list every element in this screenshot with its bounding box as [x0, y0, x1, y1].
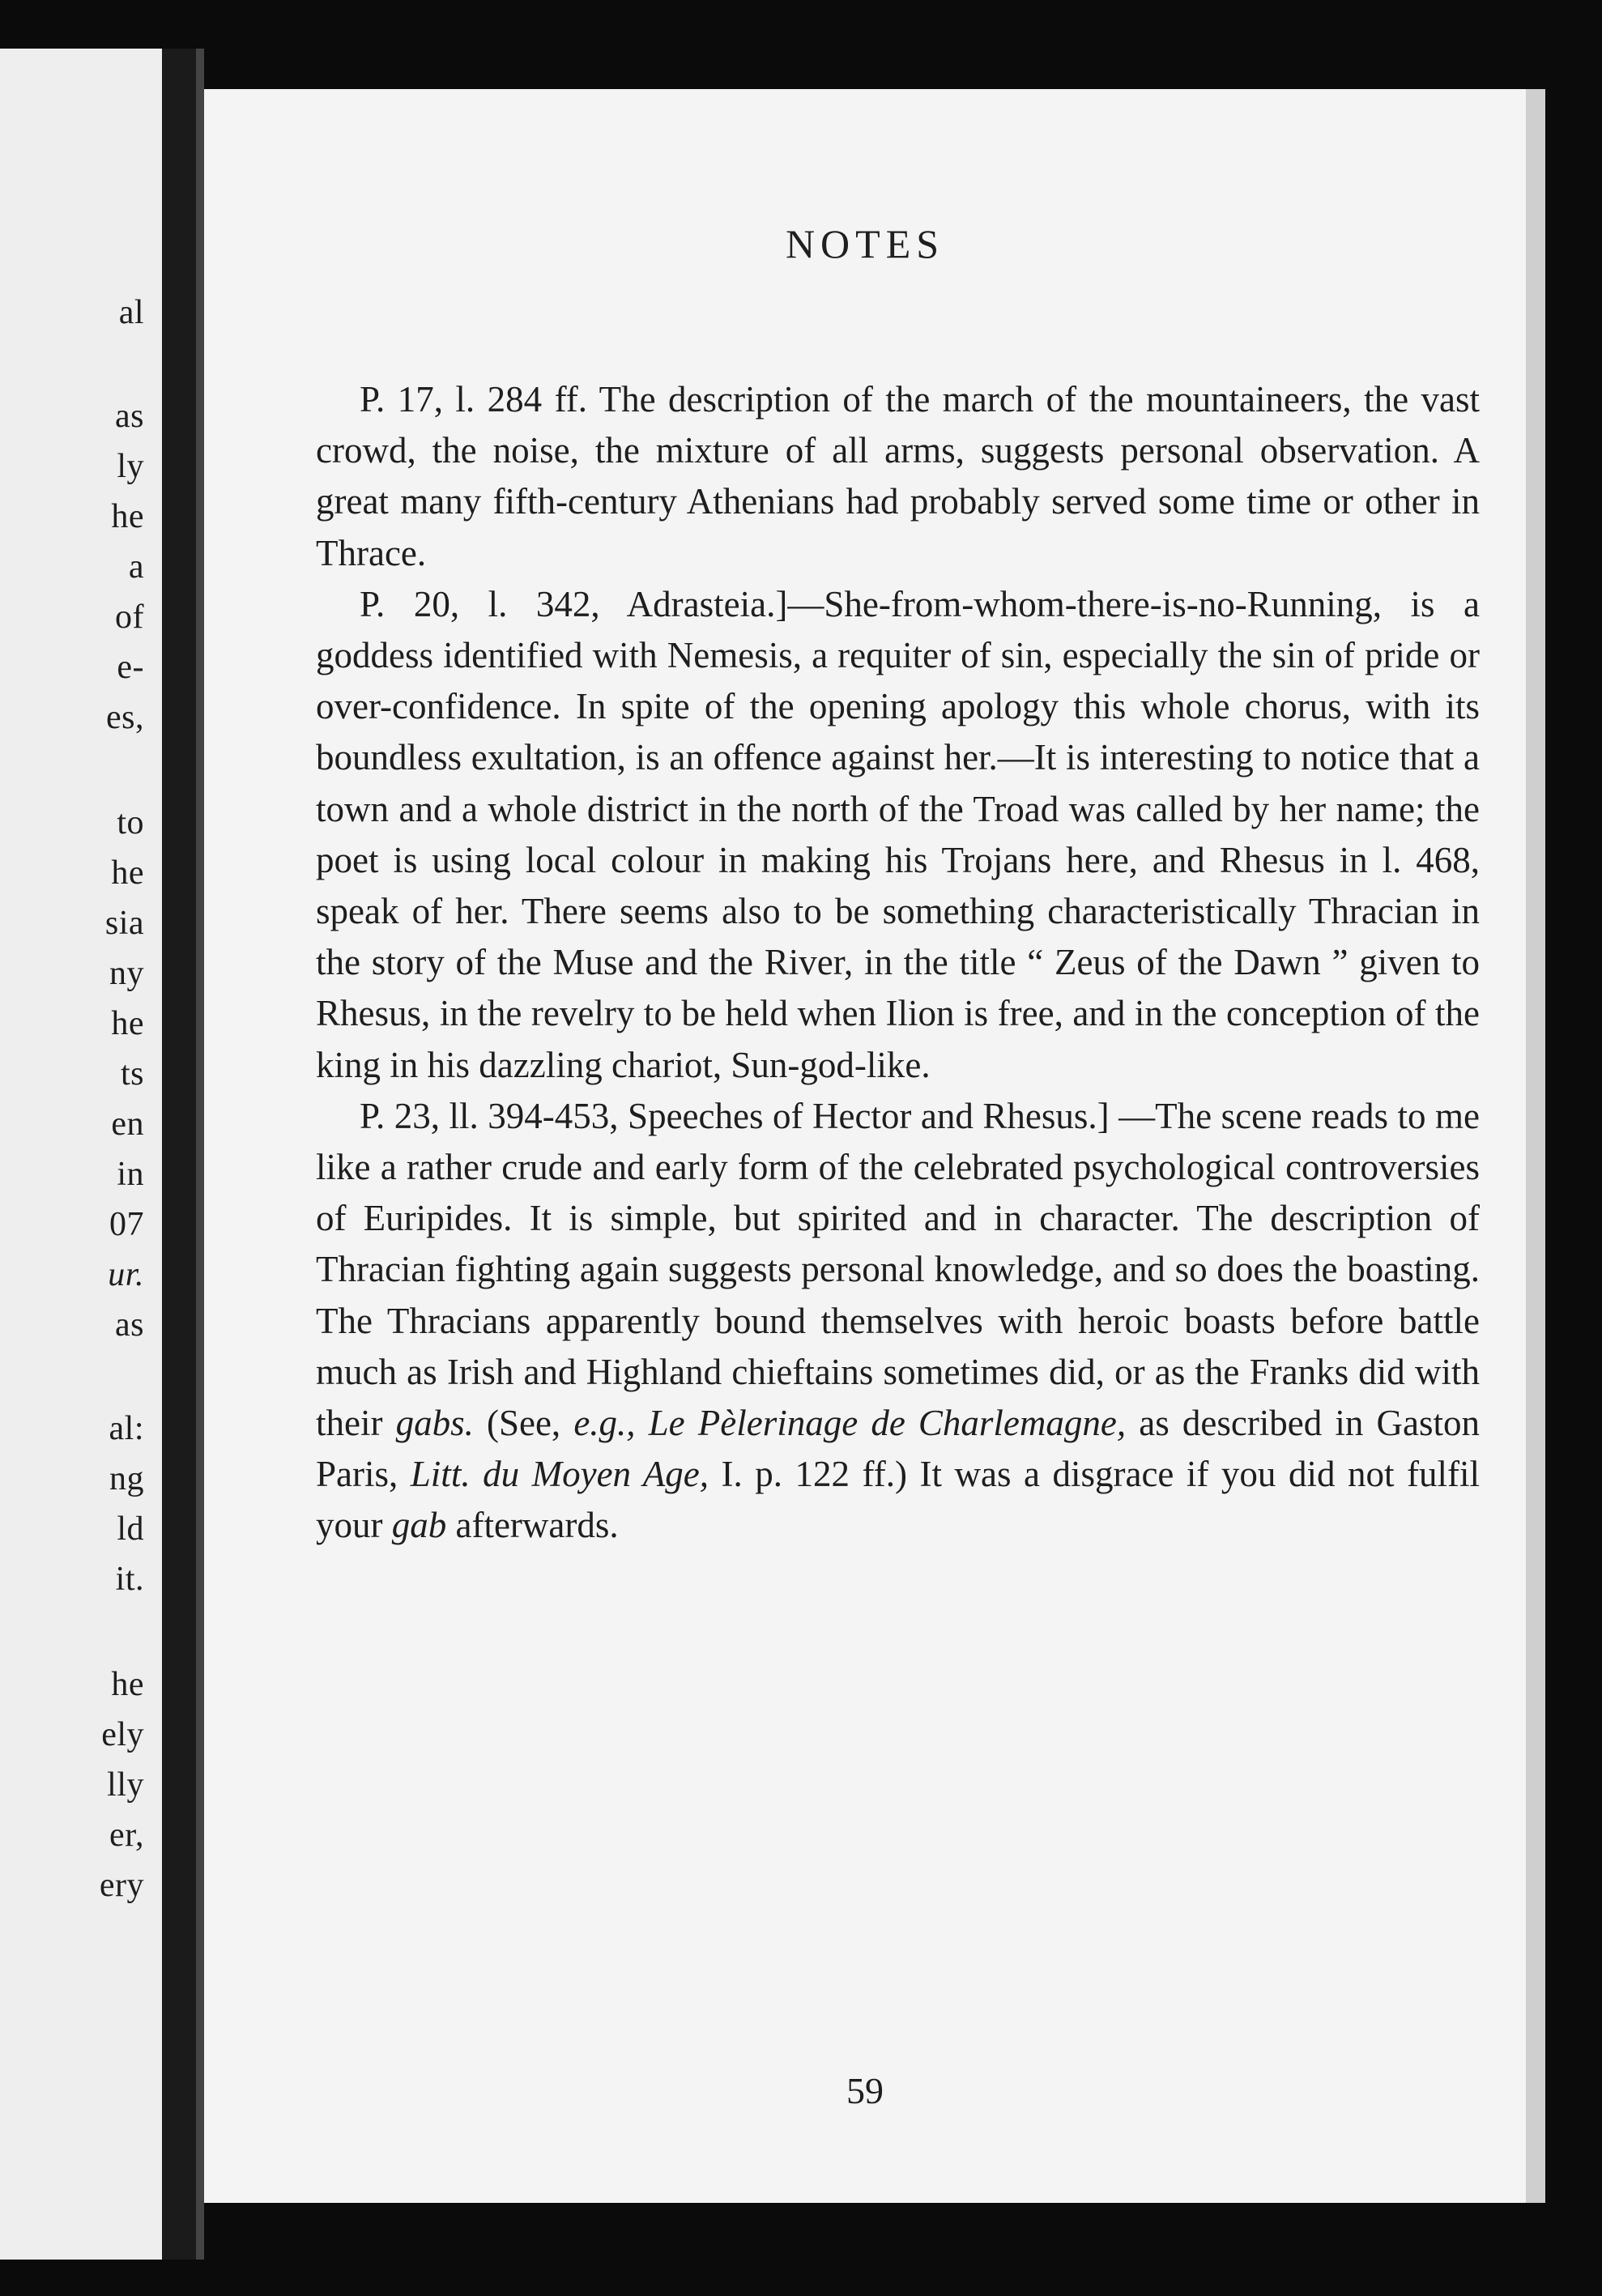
left-line-fragment: a [128, 548, 144, 586]
note-reference: P. 23, ll. 394-453, Speeches of Hector and Rhesus.] [360, 1095, 1110, 1136]
left-line-fragment: he [111, 498, 144, 535]
italic-citation: e.g., Le Pèlerinage de Charlemagne, [573, 1403, 1127, 1444]
note-paragraph [316, 579, 1480, 1091]
page-title: NOTES [785, 221, 945, 266]
left-line-fragment: as [115, 1306, 144, 1344]
left-line-fragment: al [118, 294, 144, 331]
note-text: —She-from-whom-there-is-no-Running, is a goddess identified with Nemesis, a requiter of sin, especially the sin of pride or over-confidence. In spite of the opening apology this whole chorus, with its boundless exultation, is an offence against her.—It is interesting to notice that a town and a whole district in the north of the Troad was called by her name; the poet is using local colour in making his Trojans here, and Rhesus in l. 468, speak of her. There seems also to be something characteristically Thracian in the story of the Muse and the River, in the title “ Zeus of the Dawn ” given to Rhesus, in the revelry to be held when Ilion is free, and in the conception of the king in his dazzling chariot, Sun-god-like. [316, 583, 1480, 1085]
note-reference: P. 20, l. 342, Adrasteia.] [360, 583, 788, 624]
left-line-fragment: en [111, 1105, 144, 1143]
note-reference: P. 17, l. 284 ff. [360, 379, 587, 420]
note-text: I. p. 122 ff.) It was a disgrace if you did not fulfil your [316, 1454, 1480, 1546]
note-text: afterwards. [446, 1505, 619, 1546]
note-paragraph [316, 1091, 1480, 1552]
book-page [204, 89, 1526, 2203]
left-line-fragment: to [117, 804, 144, 841]
note-text: as described in Gaston Paris, [316, 1403, 1481, 1495]
book-gutter [162, 49, 196, 2260]
page-number: 59 [846, 2070, 884, 2111]
italic-term: gab [391, 1505, 447, 1546]
gutter-edge [196, 49, 204, 2260]
left-line-fragment: he [111, 1005, 144, 1042]
left-line-fragment: ery [99, 1867, 144, 1904]
left-line-fragment: it. [115, 1561, 144, 1598]
left-line-fragment: ely [101, 1716, 144, 1753]
left-line-fragment: al: [109, 1410, 144, 1447]
left-line-fragment: er, [109, 1817, 144, 1854]
facing-page-fragment [0, 49, 162, 2260]
italic-term: gabs. [395, 1403, 474, 1444]
left-line-fragment: ts [120, 1055, 144, 1093]
note-text: The description of the march of the mountaineers, the vast crowd, the noise, the mixture of all arms, suggests personal observation. A great many fifth-century Athenians had probably served some time or other in Thrace. [316, 379, 1481, 573]
page-edge [1526, 89, 1545, 2203]
left-line-fragment: of [115, 598, 144, 636]
left-line-fragment: ny [109, 955, 144, 992]
left-line-fragment: lly [107, 1766, 144, 1804]
note-paragraph [316, 374, 1480, 579]
left-line-fragment: ur. [108, 1256, 144, 1293]
left-line-fragment: ld [117, 1510, 144, 1548]
left-line-fragment: e- [117, 649, 144, 686]
left-line-fragment: ly [117, 448, 144, 485]
italic-citation: Litt. du Moyen Age, [410, 1454, 709, 1495]
left-line-fragment: ng [109, 1460, 144, 1497]
notes-body [316, 374, 1480, 1552]
left-line-fragment: es, [106, 699, 144, 736]
left-line-fragment: he [111, 854, 144, 892]
left-line-fragment: he [111, 1666, 144, 1703]
note-text: —The scene reads to me like a rather crude and early form of the celebrated psychological controversies of Euripides. It is simple, but spirited and in character. The description of Thracian fighting again suggests personal knowledge, and so does the boasting. The Thracians apparently bound themselves with heroic boasts before battle much as Irish and Highland chieftains sometimes did, or as the Franks did with their [316, 1095, 1480, 1444]
left-line-fragment: in [117, 1156, 144, 1193]
left-line-fragment: sia [104, 905, 144, 942]
left-line-fragment: 07 [109, 1206, 144, 1243]
note-text: (See, [473, 1403, 574, 1444]
left-line-fragment: as [115, 398, 144, 435]
